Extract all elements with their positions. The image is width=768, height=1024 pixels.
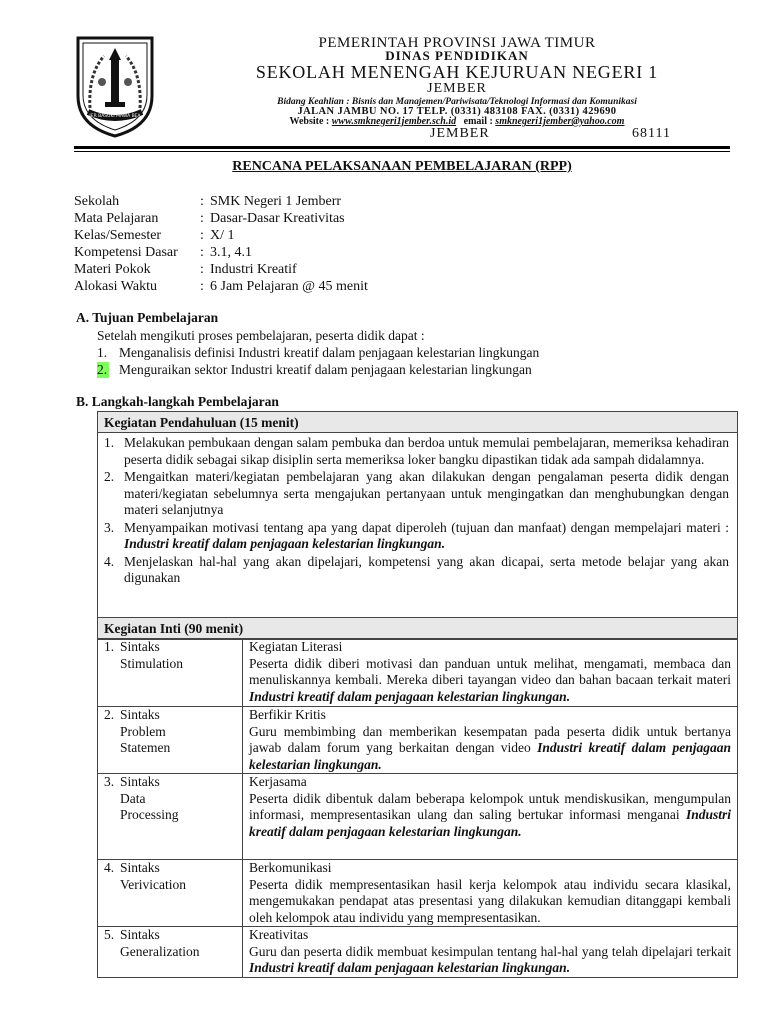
pendahuluan-box xyxy=(97,411,738,618)
letterhead-rule-thin xyxy=(74,151,730,152)
inti-header: Kegiatan Inti (90 menit) xyxy=(98,618,737,639)
highlighted-number: 2. xyxy=(97,362,108,377)
table-row: 1. Sintaks Stimulation Kegiatan Literasi Peserta didik diberi motivasi dan panduan untuk melihat, mengamati, membaca dan menuliskannya kembali. Mereka diberi tayangan video dan bahan bacaan terkait materi Industri kreatif dalam penjagaan kelestarian lingkungan. xyxy=(98,639,738,707)
meta-row: Kompetensi Dasar : 3.1, 4.1 xyxy=(74,245,252,260)
section-b-heading: B. Langkah-langkah Pembelajaran xyxy=(76,394,279,409)
provincial-seal-logo xyxy=(74,34,156,138)
pendahuluan-header: Kegiatan Pendahuluan (15 menit) xyxy=(98,412,737,433)
meta-row: Mata Pelajaran : Dasar-Dasar Kreativitas xyxy=(74,211,345,226)
meta-row: Materi Pokok : Industri Kreatif xyxy=(74,262,297,277)
activity-title: Kreativitas xyxy=(249,927,309,942)
meta-row: Kelas/Semester : X/ 1 xyxy=(74,228,235,243)
inti-header-box xyxy=(97,617,738,640)
letterhead-government: PEMERINTAH PROVINSI JAWA TIMUR xyxy=(318,35,596,51)
table-row: 2. Sintaks Problem Statemen Berfikir Kritis Guru membimbing dan memberikan kesempatan pada peserta didik untuk bertanya jawab dalam forum yang berkaitan dengan video Industri kreatif dalam penjagaan kelestarian lingkungan. xyxy=(98,707,738,774)
letterhead-address: JALAN JAMBU NO. 17 TELP. (0331) 483108 FAX. (0331) 429690 xyxy=(297,106,617,117)
pendahuluan-item: 1. Melakukan pembukaan dengan salam pembuka dan berdoa untuk memulai pembelajaran, memeriksa kehadiran peserta didik sebagai sikap disiplin serta memeriksa loker bangku dipastikan tidak ada sampah didalamnya. xyxy=(104,435,729,467)
website-link[interactable]: www.smknegeri1jember.sch.id xyxy=(331,116,457,127)
letterhead-contact: Website : www.smknegeri1jember.sch.id email : smknegeri1jember@yahoo.com xyxy=(289,116,625,127)
inti-table xyxy=(97,638,738,978)
email-link[interactable]: smknegeri1jember@yahoo.com xyxy=(495,116,625,127)
letterhead-postal-code: 68111 xyxy=(632,126,671,141)
activity-title: Berfikir Kritis xyxy=(249,707,326,722)
identity-block xyxy=(74,193,368,295)
table-row: 4. Sintaks Verivication Berkomunikasi Peserta didik mempresentasikan hasil kerja kelompok atau individu secara klasikal, mengemukakan pendapat atas presentasi yang dilakukan kemudian ditanggapi kembali oleh kelompok atau individu yang mempresentasikan. xyxy=(98,860,738,927)
meta-row: Sekolah : SMK Negeri 1 Jemberr xyxy=(74,194,342,209)
pendahuluan-item: 3. Menyampaikan motivasi tentang apa yang dapat diperoleh (tujuan dan manfaat) dengan mempelajari materi : Industri kreatif dalam penjagaan kelestarian lingkungan. xyxy=(104,519,729,551)
letterhead-agency: DINAS PENDIDIKAN xyxy=(385,48,529,63)
objectives-intro: Setelah mengikuti proses pembelajaran, peserta didik dapat : xyxy=(97,328,425,343)
pendahuluan-item: 4. Menjelaskan hal-hal yang akan dipelajari, kompetensi yang akan dicapai, serta metode belajar yang akan digunakan xyxy=(104,553,729,585)
activity-title: Kerjasama xyxy=(249,774,307,789)
letterhead-school: SEKOLAH MENENGAH KEJURUAN NEGERI 1 xyxy=(255,62,659,82)
table-row: 3. Sintaks Data Processing Kerjasama Peserta didik dibentuk dalam beberapa kelompok untuk mendiskusikan, mengumpulan informasi, mempresentasikan ulang dan saling bertukar informasi menganai Industri kreatif dalam penjagaan kelestarian lingkungan. xyxy=(98,774,738,860)
activity-title: Berkomunikasi xyxy=(249,860,332,875)
letterhead-rule-thick xyxy=(74,146,730,149)
letterhead-city: JEMBER xyxy=(427,81,487,96)
pendahuluan-item: 2. Mengaitkan materi/kegiatan pembelajaran yang akan dilakukan dengan pengalaman peserta didik dengan materi/kegiatan sebelumnya serta mengajukan pertanyaan untuk mengingatkan dan menghubungkan dengan materi selanjutnya xyxy=(104,469,729,517)
table-row: 5. Sintaks Generalization Kreativitas Guru dan peserta didik membuat kesimpulan tentang hal-hal yang telah dipelajari terkait Industri kreatif dalam penjagaan kelestarian lingkungan. xyxy=(98,927,738,978)
document-title: RENCANA PELAKSANAAN PEMBELAJARAN (RPP) xyxy=(232,159,572,174)
section-a-heading: A. Tujuan Pembelajaran xyxy=(76,310,219,325)
meta-row: Alokasi Waktu : 6 Jam Pelajaran @ 45 menit xyxy=(74,279,368,294)
objective-item: 1. Menganalisis definisi Industri kreatif dalam penjagaan kelestarian lingkungan xyxy=(97,345,540,360)
svg-text:JER BASUKI MAWA BEA: JER BASUKI MAWA BEA xyxy=(89,114,141,119)
letterhead-fields: Bidang Keahlian : Bisnis dan Manajemen/Pariwisata/Teknologi Informasi dan Komunikasi xyxy=(277,97,637,107)
activity-title: Kegiatan Literasi xyxy=(249,639,343,654)
objective-item: 2. Menguraikan sektor Industri kreatif dalam penjagaan kelestarian lingkungan xyxy=(97,362,532,377)
letterhead-city-bottom: JEMBER xyxy=(430,126,490,141)
